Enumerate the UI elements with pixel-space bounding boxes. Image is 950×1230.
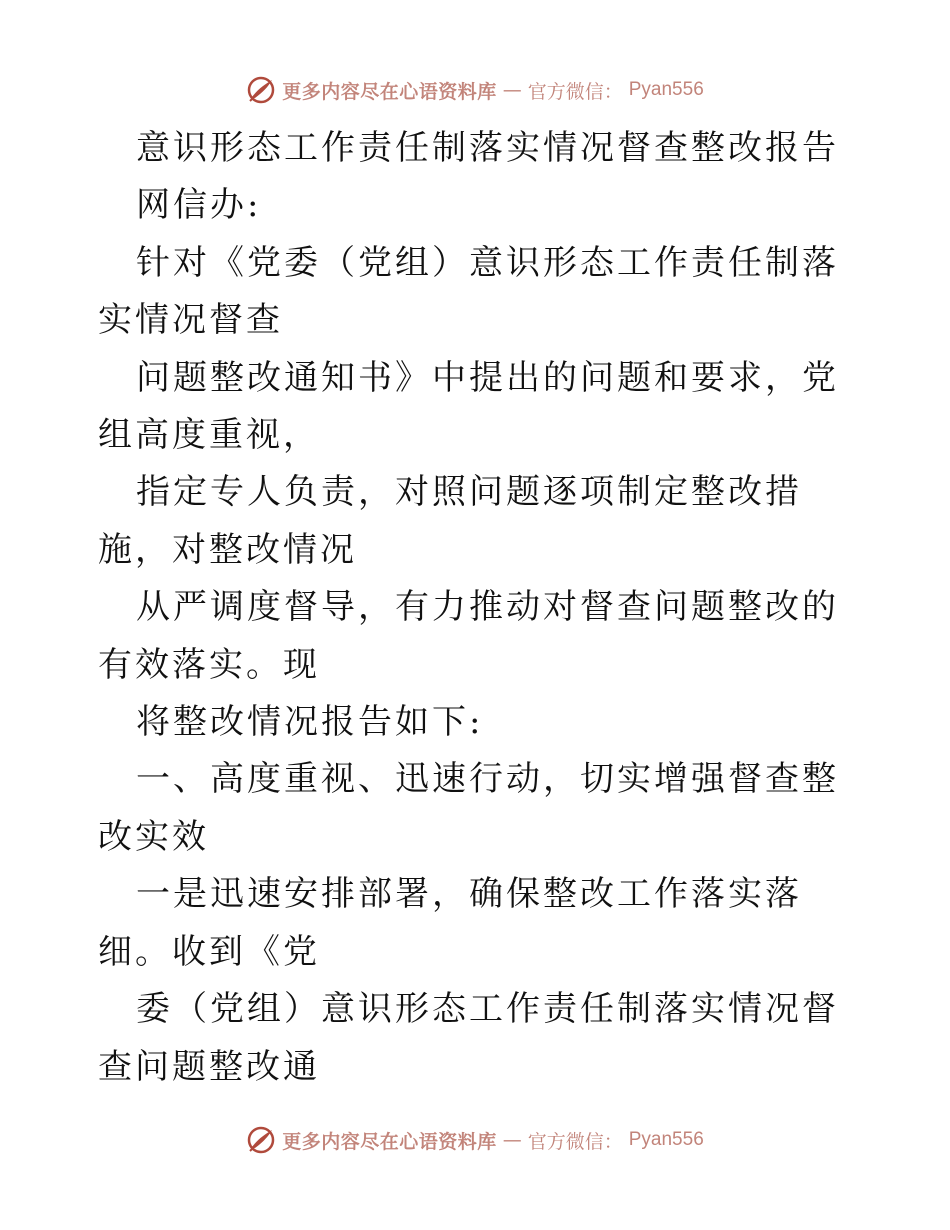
header-watermark <box>0 70 950 110</box>
watermark-separator: — <box>502 79 522 101</box>
paragraph: 委（党组）意识形态工作责任制落实情况督查问题整改通 <box>98 989 839 1087</box>
watermark-wechat-id: Pyan556 <box>628 1129 704 1150</box>
footer-watermark <box>0 1120 950 1160</box>
quill-logo-icon <box>246 75 276 105</box>
document-body <box>98 120 858 1096</box>
watermark-wechat-id: Pyan556 <box>628 79 704 100</box>
paragraph: 从严调度督导，有力推动对督查问题整改的有效落实。现 <box>98 587 839 685</box>
section-heading: 一、高度重视、迅速行动，切实增强督查整改实效 <box>98 759 839 857</box>
watermark-site-text: 更多内容尽在心语资料库 <box>282 80 497 103</box>
watermark-wechat-label: 官方微信： <box>527 80 623 103</box>
paragraph: 针对《党委（党组）意识形态工作责任制落实情况督查 <box>98 242 839 341</box>
watermark-separator: — <box>502 1129 522 1151</box>
document-title: 意识形态工作责任制落实情况督查整改报告 <box>136 128 839 168</box>
paragraph: 将整改情况报告如下: <box>136 702 484 743</box>
watermark-site-text: 更多内容尽在心语资料库 <box>282 1130 497 1153</box>
paragraph: 指定专人负责，对照问题逐项制定整改措施，对整改情况 <box>98 472 802 570</box>
watermark-wechat-label: 官方微信： <box>527 1130 623 1153</box>
paragraph: 问题整改通知书》中提出的问题和要求，党组高度重视， <box>98 357 839 456</box>
quill-logo-icon <box>246 1125 276 1155</box>
paragraph: 网信办: <box>136 185 262 226</box>
paragraph: 一是迅速安排部署，确保整改工作落实落细。收到《党 <box>98 874 802 972</box>
